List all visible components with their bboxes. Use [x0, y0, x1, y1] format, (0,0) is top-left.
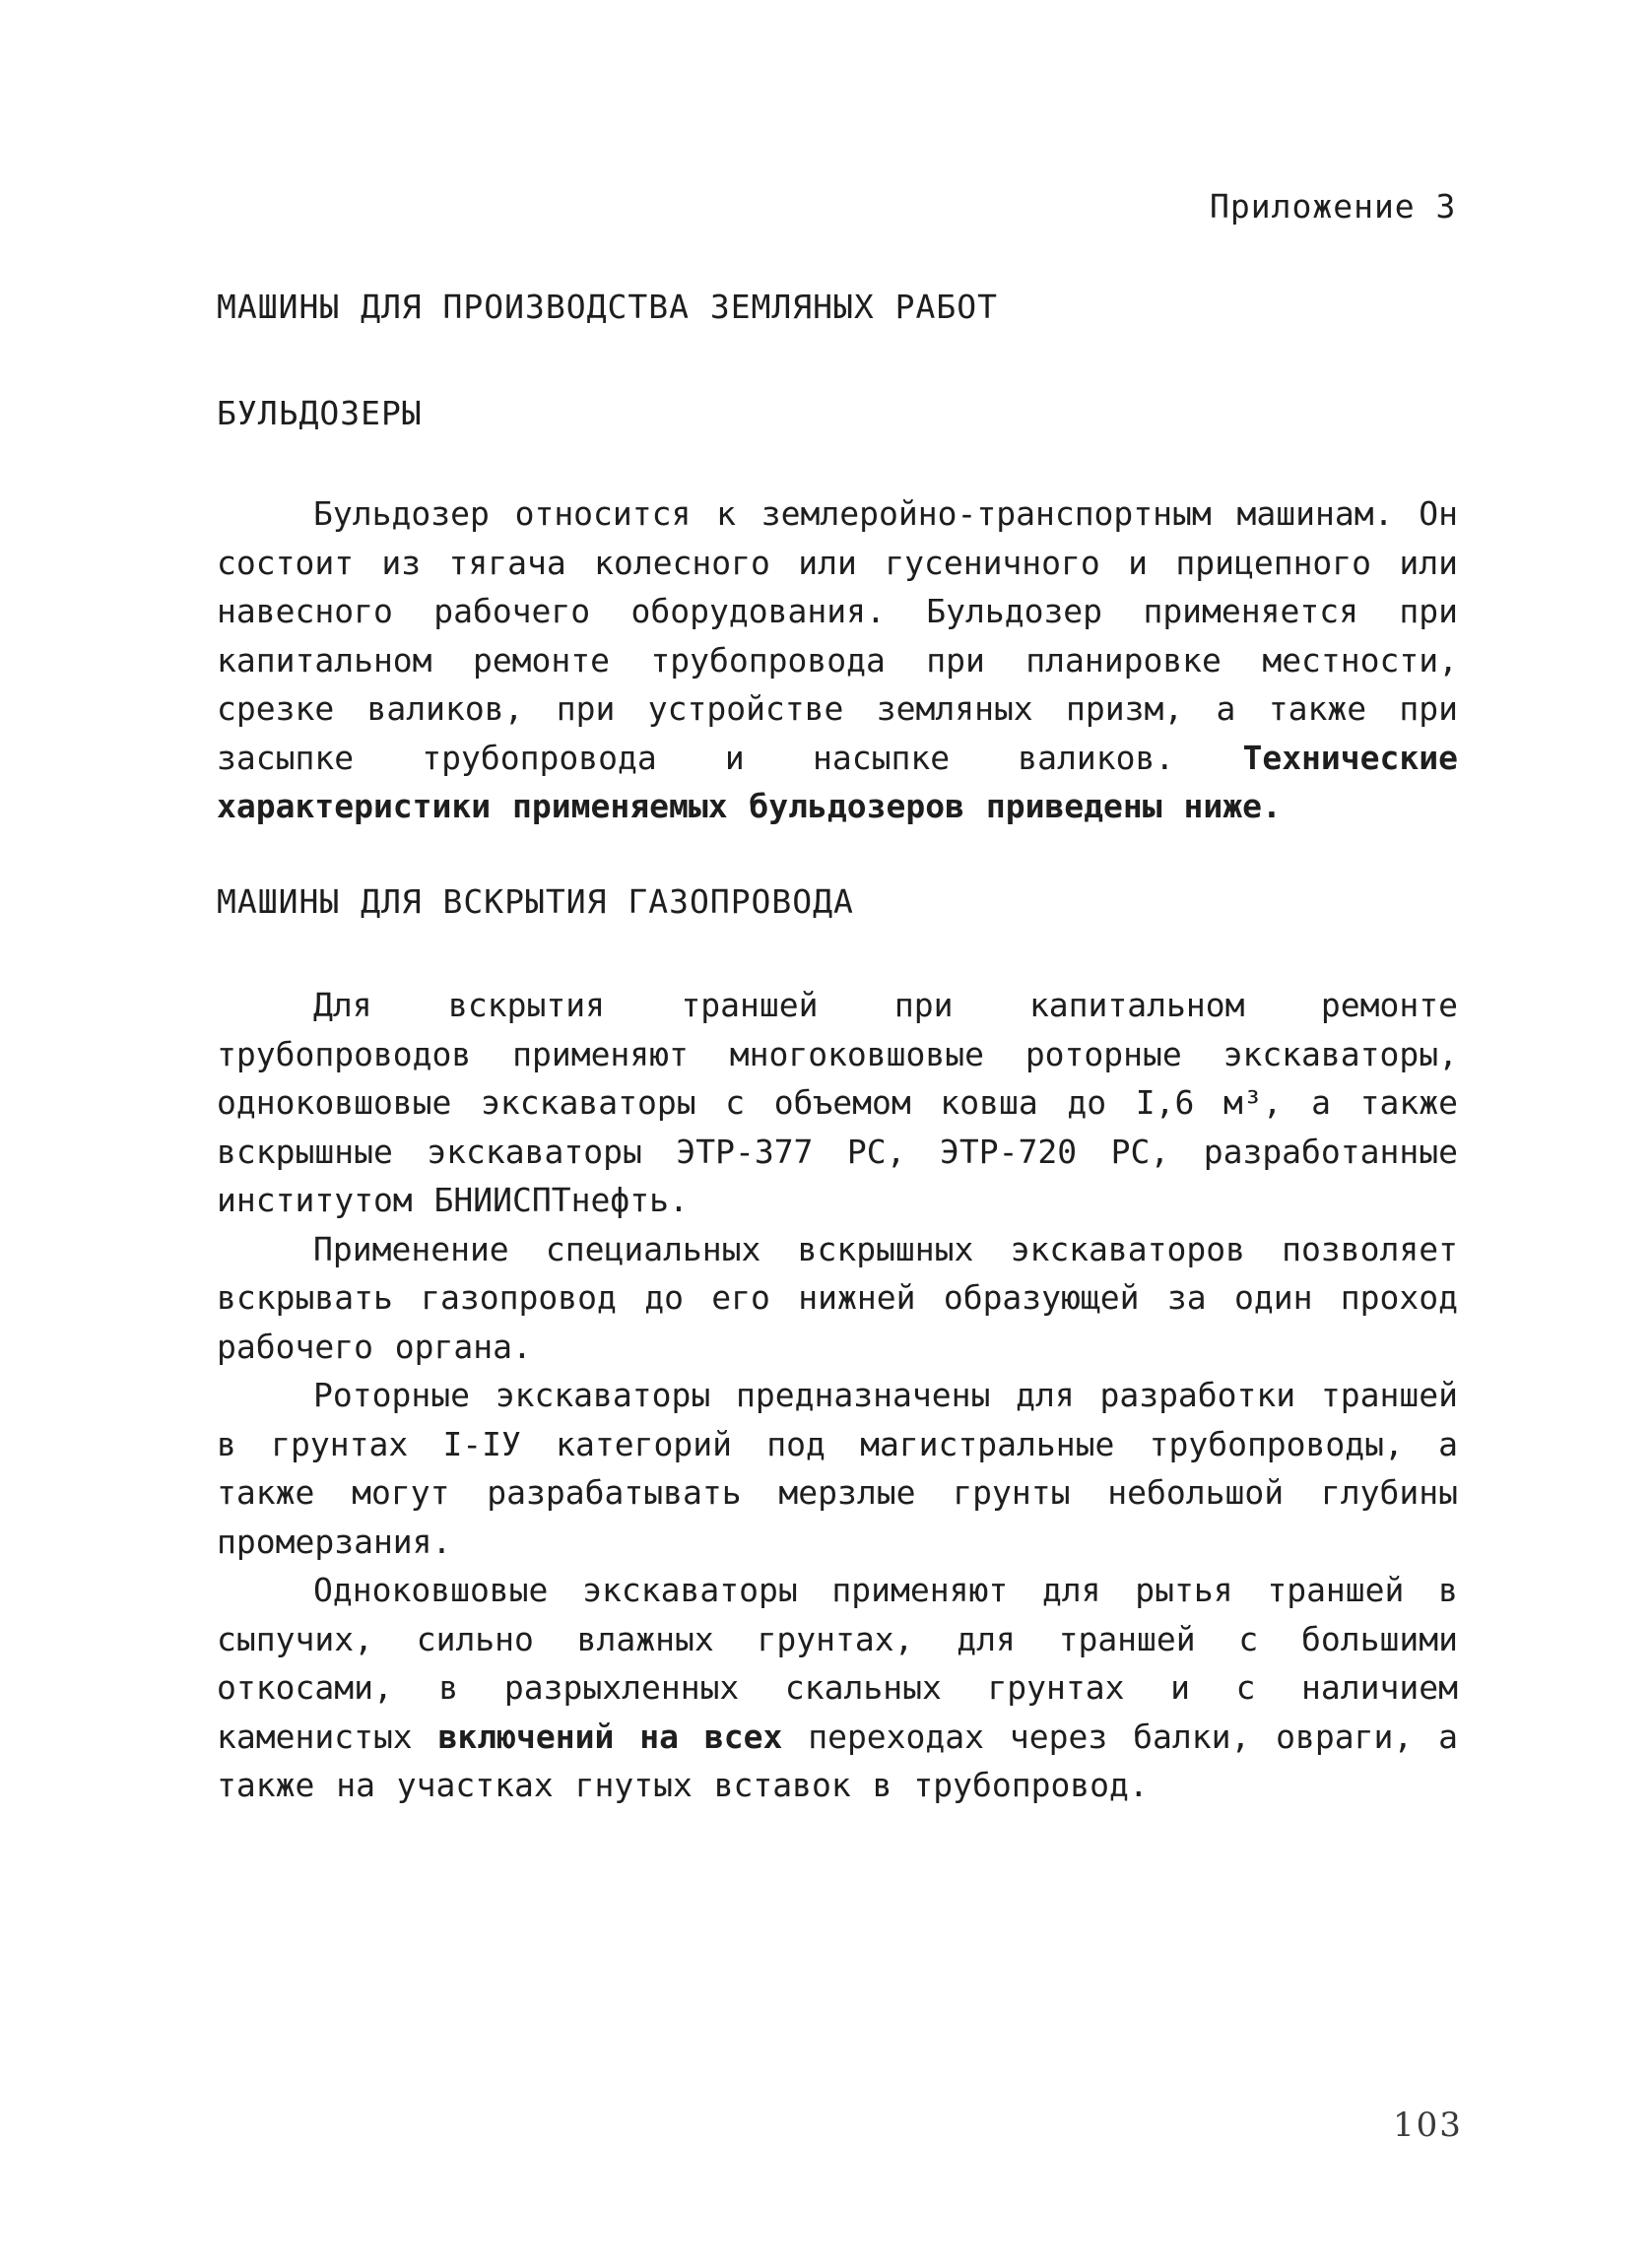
section-title-earthworks: МАШИНЫ ДЛЯ ПРОИЗВОДСТВА ЗЕМЛЯНЫХ РАБОТ: [217, 288, 998, 326]
opening-paragraph-4-start: Одноковшовые экскаваторы применяют для рытья траншей в сыпучих, сильно влажных грунтах, для траншей с большими откосами, в разрыхленных скальных грунтах и с наличием каменистых: [217, 1571, 1458, 1756]
section-title-pipeline-opening: МАШИНЫ ДЛЯ ВСКРЫТИЯ ГАЗОПРОВОДА: [217, 882, 854, 921]
bulldozer-paragraph: [217, 489, 1458, 831]
opening-paragraph-3: Роторные экскаваторы предназначены для разработки траншей в грунтах I-IУ категорий под магистральные трубопроводы, а также могут разрабатывать мерзлые грунты небольшой глубины промерзания.: [217, 1376, 1458, 1561]
bulldozer-paragraph-bold: Технические характеристики применяемых бульдозеров приведены ниже.: [217, 738, 1458, 825]
opening-paragraph-4: [217, 1566, 1458, 1810]
bulldozer-description: [217, 489, 1458, 831]
opening-paragraph-4-end: переходах через балки, овраги, а также на участках гнутых вставок в трубопровод.: [217, 1717, 1458, 1804]
page-number: 103: [1393, 2106, 1463, 2145]
opening-paragraph-4-bold: включений на всех: [437, 1717, 783, 1756]
bulldozer-paragraph-text: Бульдозер относится к землеройно-транспортным машинам. Он состоит из тягача колесного или гусеничного и прицепного или навесного рабочего оборудования. Бульдозер применяется при капитальном ремонте трубопровода при планировке местности, срезке валиков, при устройстве земляных призм, а также при засыпке трубопровода и насыпке валиков.: [217, 494, 1458, 777]
opening-paragraph-1: Для вскрытия траншей при капитальном ремонте трубопроводов применяют многоковшовые роторные экскаваторы, одноковшовые экскаваторы с объемом ковша до I,6 м³, а также вскрышные экскаваторы ЭТР-377 РС, ЭТР-720 РС, разработанные институтом БНИИСПТнефть.: [217, 986, 1458, 1219]
opening-paragraph-2: Применение специальных вскрышных экскаваторов позволяет вскрывать газопровод до его нижней образующей за один проход рабочего органа.: [217, 1229, 1458, 1366]
pipeline-opening-description: [217, 981, 1458, 1810]
subsection-title-bulldozers: БУЛЬДОЗЕРЫ: [217, 394, 423, 432]
appendix-label: Приложение 3: [1210, 187, 1457, 226]
